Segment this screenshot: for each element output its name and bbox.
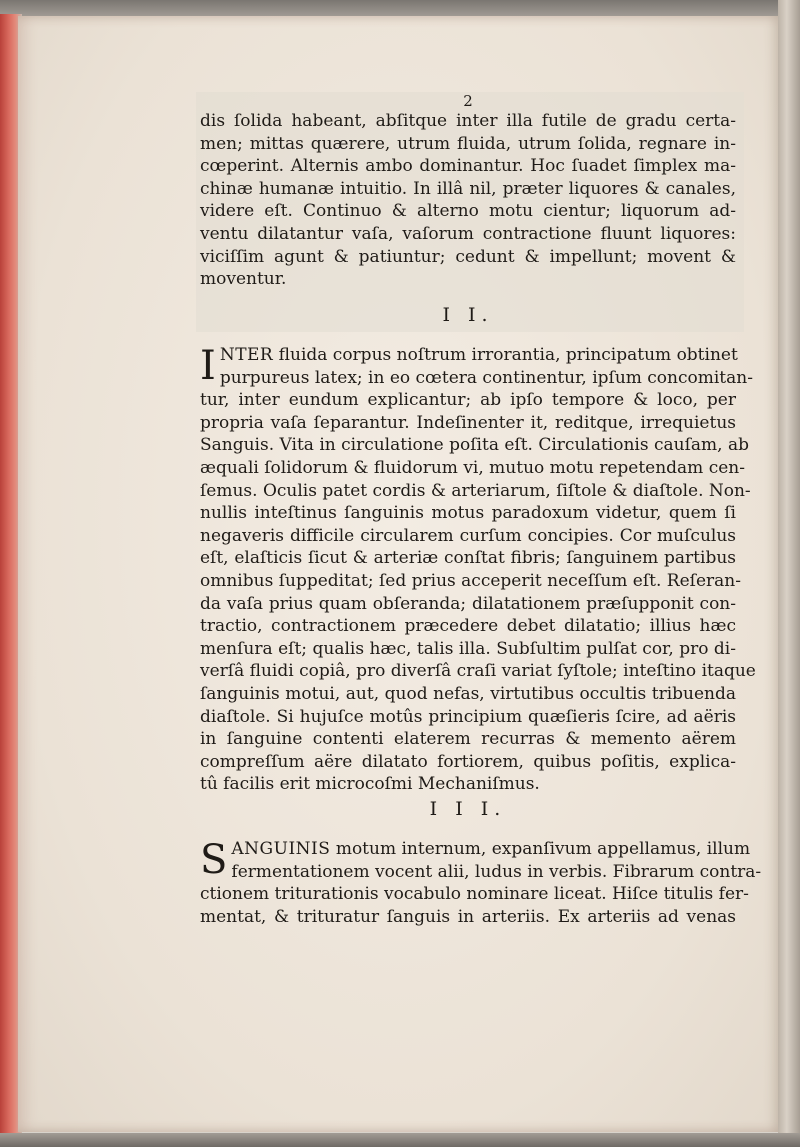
text-line	[200, 838, 751, 861]
text-line: viciſſim agunt & patiuntur; cedunt & impellunt; movent &	[200, 246, 736, 267]
text-line: cœperint. Alternis ambo dominantur. Hoc ſuadet ſimplex ma-	[200, 156, 736, 177]
text-line: æquali ſolidorum & fluidorum vi, mutuo motu repetendam cen-	[200, 457, 745, 478]
text-line: Sanguis. Vita in circulatione poſita eſt. Circulationis cauſam, ab	[200, 435, 749, 456]
section-iii-paragraph	[200, 837, 762, 928]
text-line: diaſtole. Si hujuſce motûs principium quæſieris ſcire, ad aëris	[200, 706, 736, 727]
page-number: 2	[463, 92, 473, 110]
text-line: chinæ humanæ intuitio. In illâ nil, præter liquores & canales,	[200, 178, 736, 199]
first-word: NTER	[219, 345, 274, 365]
top-paragraph	[200, 110, 736, 291]
text-line: purpureus latex; in eo cœtera continentur, ipſum concomitan-	[219, 367, 753, 388]
text-line: fermentationem vocent alii, ludus in verbis. Fibrarum contra-	[231, 861, 762, 882]
text-line: dis ſolida habeant, abſitque inter illa futile de gradu certa-	[200, 111, 736, 131]
text-line: nullis inteſtinus ſanguinis motus paradoxum videtur, quem ſi	[200, 503, 736, 524]
text-line: ventu dilatantur vaſa, vaſorum contractione fluunt liquores:	[200, 223, 736, 244]
text-line: tû facilis erit microcoſmi Mechaniſmus.	[200, 774, 540, 795]
section-heading-iii: I I I.	[429, 798, 507, 820]
text-span: fluida corpus noſtrum irrorantia, principatum obtinet	[273, 345, 738, 365]
text-line: videre eſt. Continuo & alterno motu cientur; liquorum ad-	[200, 201, 736, 222]
scan-bottom-edge	[0, 1133, 800, 1147]
text-line: negaveris difficile circularem curſum concipies. Cor muſculus	[200, 525, 736, 546]
text-line: verſâ fluidi copiâ, pro diverſâ craſi variat ſyſtole; inteſtino itaque	[200, 661, 756, 682]
text-line: tractio, contractionem præcedere debet dilatatio; illius hæc	[200, 616, 736, 637]
text-line: in ſanguine contenti elaterem recurras & memento aërem	[200, 729, 736, 750]
drop-cap: S	[200, 837, 228, 883]
text-line: ctionem triturationis vocabulo nominare liceat. Hiſce titulis fer-	[200, 884, 749, 905]
text-line: eſt, elaſticis ſicut & arteriæ conſtat fibris; ſanguinem partibus	[200, 548, 736, 569]
section-ii-paragraph	[200, 343, 756, 796]
first-word: ANGUINIS	[231, 839, 331, 859]
text-line: compreſſum aëre dilatato fortiorem, quibus poſitis, explica-	[200, 751, 736, 772]
text-line: omnibus ſuppeditat; ſed prius acceperit neceſſum eſt. Reſeran-	[200, 570, 741, 591]
text-line: tur, inter eundum explicantur; ab ipſo tempore & loco, per	[200, 390, 736, 411]
text-line: da vaſa prius quam obſeranda; dilatationem præſupponit con-	[200, 593, 736, 614]
drop-cap: I	[200, 343, 216, 389]
section-heading-ii: I I.	[442, 304, 494, 326]
scan-top-edge	[0, 0, 800, 16]
text-line: mentat, & trituratur ſanguis in arteriis. Ex arteriis ad venas	[200, 906, 736, 927]
text-line: propria vaſa ſeparantur. Indeſinenter it, reditque, irrequietus	[200, 412, 736, 433]
text-line: moventur.	[200, 269, 287, 290]
text-line: men; mittas quærere, utrum fluida, utrum ſolida, regnare in-	[200, 133, 736, 154]
text-line: ſanguinis motui, aut, quod nefas, virtutibus occultis tribuenda	[200, 683, 736, 704]
text-line: ſemus. Oculis patet cordis & arteriarum, ſiſtole & diaſtole. Non-	[200, 480, 751, 501]
page-stack-edge	[778, 0, 800, 1147]
text-span: motum internum, expanſivum appellamus, illum	[330, 839, 751, 859]
text-line	[200, 344, 736, 367]
text-line: menſura eſt; qualis hæc, talis illa. Subſultim pulſat cor, pro di-	[200, 638, 736, 659]
